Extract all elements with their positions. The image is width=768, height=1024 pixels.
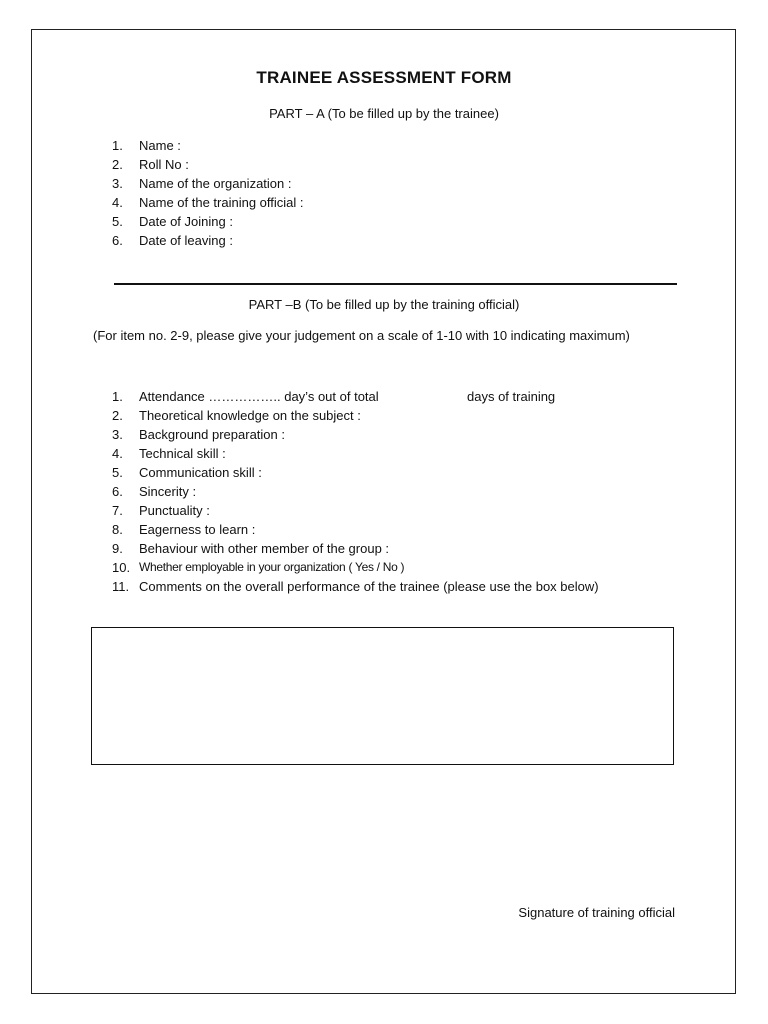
section-divider bbox=[114, 283, 677, 285]
part-a-heading: PART – A (To be filled up by the trainee) bbox=[269, 106, 499, 121]
item-number: 3. bbox=[112, 176, 123, 191]
item-label: Date of leaving : bbox=[139, 233, 233, 248]
item-label: Behaviour with other member of the group : bbox=[139, 541, 390, 556]
item-label: Roll No : bbox=[139, 157, 189, 172]
item-number: 2. bbox=[112, 408, 123, 423]
item-number: 6. bbox=[112, 233, 123, 248]
item-label: Punctuality : bbox=[139, 503, 210, 518]
item-label: Name of the training official : bbox=[139, 195, 304, 210]
item-label: Communication skill : bbox=[139, 465, 262, 480]
part-b-heading: PART –B (To be filled up by the training official) bbox=[248, 297, 520, 312]
item-number: 7. bbox=[112, 503, 123, 518]
item-label: Theoretical knowledge on the subject : bbox=[139, 408, 361, 423]
item-number: 10. bbox=[112, 560, 131, 575]
item-number: 4. bbox=[112, 195, 123, 210]
item-number: 4. bbox=[112, 446, 123, 461]
item-label: Eagerness to learn : bbox=[139, 522, 256, 537]
attendance-label bbox=[139, 387, 556, 406]
item-label: Date of Joining : bbox=[139, 214, 233, 229]
item-number: 1. bbox=[112, 138, 123, 153]
item-label: Name of the organization : bbox=[139, 176, 292, 191]
item-number: 3. bbox=[112, 427, 123, 442]
item-label: Background preparation : bbox=[139, 427, 285, 442]
signature-label: Signature of training official bbox=[518, 905, 675, 920]
item-label: Name : bbox=[139, 138, 181, 153]
item-number: 11. bbox=[112, 579, 130, 594]
item-label: Comments on the overall performance of the trainee (please use the box below) bbox=[139, 579, 599, 594]
item-number: 1. bbox=[112, 389, 123, 404]
form-title: TRAINEE ASSESSMENT FORM bbox=[256, 68, 512, 87]
item-label: Sincerity : bbox=[139, 484, 197, 499]
item-number: 6. bbox=[112, 484, 123, 499]
days-of-training-text: days of training bbox=[467, 389, 556, 404]
item-label: Technical skill : bbox=[139, 446, 226, 461]
page-border bbox=[31, 29, 736, 994]
scale-note: (For item no. 2-9, please give your judgement on a scale of 1-10 with 10 indicating maximum) bbox=[93, 328, 630, 343]
item-number: 5. bbox=[112, 465, 123, 480]
item-number: 9. bbox=[112, 541, 123, 556]
comments-box[interactable] bbox=[91, 627, 674, 765]
item-number: 2. bbox=[112, 157, 123, 172]
item-number: 8. bbox=[112, 522, 123, 537]
item-number: 5. bbox=[112, 214, 123, 229]
item-label: Whether employable in your organization ( Yes / No ) bbox=[139, 560, 405, 574]
attendance-text: Attendance …………….. day’s out of total bbox=[139, 389, 379, 404]
